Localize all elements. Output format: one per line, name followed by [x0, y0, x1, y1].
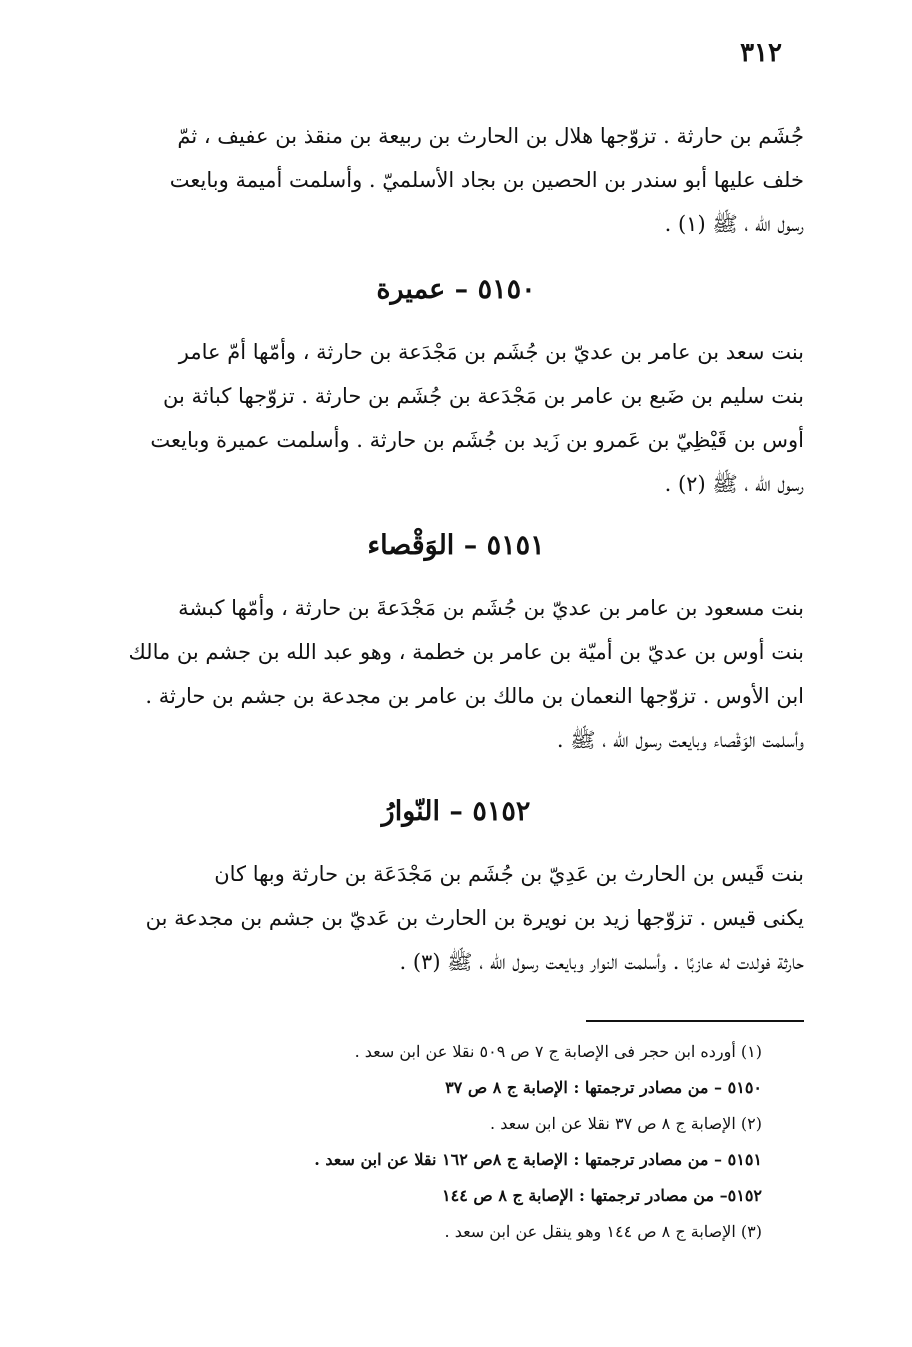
text-line: خلف عليها أبو سندر بن الحصين بن بجاد الأسلميّ . وأسلمت أميمة وبايعت	[169, 168, 804, 192]
footnote-line: (١) أورده ابن حجر فى الإصابة ج ٧ ص ٥٠٩ نقلا عن ابن سعد .	[354, 1042, 762, 1061]
entry-heading-5152: ٥١٥٢ – النّوارُ	[381, 796, 531, 827]
entry-heading-5150: ٥١٥٠ – عميرة	[376, 274, 536, 305]
entry-heading-5151: ٥١٥١ – الوَقْصاء	[367, 530, 545, 561]
text-line: بنت سليم بن ضَبع بن عامر بن مَجْدَعة بن جُشَم بن حارثة . تزوّجها كباثة بن	[163, 384, 804, 408]
text-line: أوس بن قَيْظِيّ بن عَمرو بن زَيد بن جُشَم بن حارثة . وأسلمت عميرة وبايعت	[150, 428, 804, 452]
text-line: وأسلمت الوَقْصاء وبايعت رسول الله ، ﷺ .	[556, 728, 804, 752]
text-line: بنت سعد بن عامر بن عديّ بن جُشَم بن مَجْدَعة بن حارثة ، وأمّها أمّ عامر	[178, 340, 804, 364]
text-line: رسول الله ، ﷺ (٢) .	[664, 472, 804, 496]
text-line: رسول الله ، ﷺ (١) .	[664, 212, 804, 236]
footnote-line: ٥١٥٠ – من مصادر ترجمتها : الإصابة ج ٨ ص ٣٧	[445, 1078, 762, 1097]
text-line: بنت أوس بن عديّ بن أميّة بن عامر بن خطمة ، وهو عبد الله بن جشم بن مالك	[128, 640, 804, 664]
text-line: حارثة فولدت له عازبًا . وأسلمت النوار وبايعت رسول الله ، ﷺ (٣) .	[399, 950, 804, 974]
entry-paragraph-5150	[106, 330, 804, 506]
footnote-line: (٣) الإصابة ج ٨ ص ١٤٤ وهو ينقل عن ابن سعد .	[444, 1222, 762, 1241]
text-line: يكنى قيس . تزوّجها زيد بن نويرة بن الحارث بن عَديّ بن جشم بن مجدعة بن	[145, 906, 804, 930]
text-line: ابن الأوس . تزوّجها النعمان بن مالك بن عامر بن مجدعة بن جشم بن حارثة .	[145, 684, 804, 708]
entry-paragraph-5151	[106, 586, 804, 762]
footnote-separator	[586, 1020, 804, 1022]
text-line: جُشَم بن حارثة . تزوّجها هلال بن الحارث بن ربيعة بن منقذ بن عفيف ، ثمّ	[177, 124, 804, 148]
footnotes	[152, 1034, 762, 1250]
footnote-line: ٥١٥٢– من مصادر ترجمتها : الإصابة ج ٨ ص ١٤٤	[442, 1186, 762, 1205]
text-line: بنت قَيس بن الحارث بن عَدِيّ بن جُشَم بن مَجْدَعَة بن حارثة وبها كان	[214, 862, 804, 886]
footnote-line: ٥١٥١ – من مصادر ترجمتها : الإصابة ج ٨ص ١٦٢ نقلا عن ابن سعد .	[314, 1150, 762, 1169]
page-number: ٣١٢	[740, 38, 782, 68]
text-line: بنت مسعود بن عامر بن عديّ بن جُشَم بن مَجْدَعةَ بن حارثة ، وأمّها كبشة	[178, 596, 804, 620]
footnote-line: (٢) الإصابة ج ٨ ص ٣٧ نقلا عن ابن سعد .	[490, 1114, 762, 1133]
intro-paragraph	[106, 114, 804, 246]
entry-paragraph-5152	[106, 852, 804, 984]
